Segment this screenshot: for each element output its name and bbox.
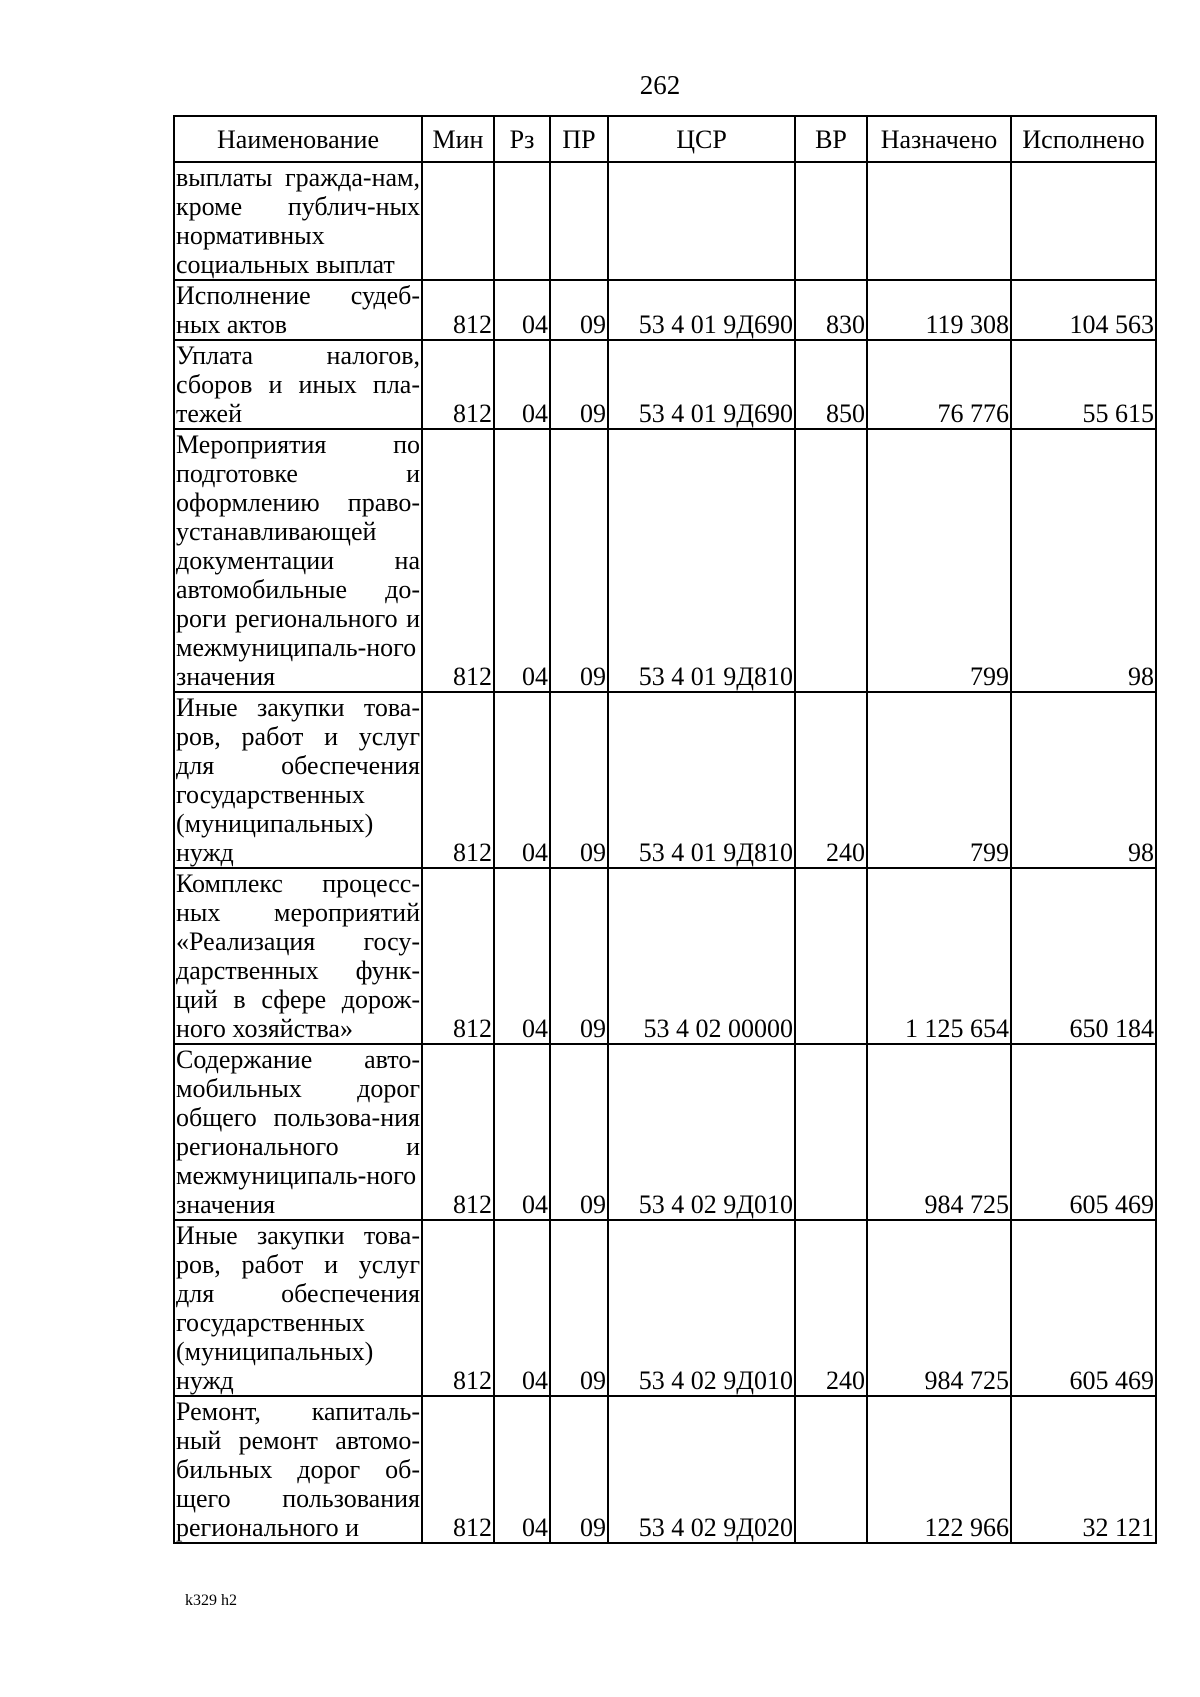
row-min: 812 — [422, 429, 494, 692]
page-number: 262 — [639, 70, 681, 100]
row-name: Иные закупки това-ров, работ и услуг для обеспечения государственных (муниципальных) нужд — [176, 693, 420, 867]
row-csr: 53 4 01 9Д690 — [608, 280, 795, 340]
table-row — [174, 429, 1156, 692]
row-pr: 09 — [550, 1044, 608, 1220]
header-csr: ЦСР — [608, 116, 795, 162]
row-rz: 04 — [494, 429, 550, 692]
row-executed: 104 563 — [1011, 280, 1156, 340]
row-vr — [795, 1396, 867, 1543]
table-row — [174, 868, 1156, 1044]
row-csr: 53 4 02 9Д010 — [608, 1220, 795, 1396]
table-row — [174, 692, 1156, 868]
row-name: Ремонт, капиталь-ный ремонт автомо-бильных дорог об-щего пользования регионального и — [176, 1397, 420, 1542]
row-rz: 04 — [494, 280, 550, 340]
row-rz: 04 — [494, 868, 550, 1044]
row-vr: 830 — [795, 280, 867, 340]
row-csr: 53 4 01 9Д810 — [608, 429, 795, 692]
row-executed: 32 121 — [1011, 1396, 1156, 1543]
table-row — [174, 1220, 1156, 1396]
row-rz: 04 — [494, 340, 550, 429]
row-name: Исполнение судеб-ных актов — [176, 281, 420, 339]
row-rz: 04 — [494, 1220, 550, 1396]
row-min: 812 — [422, 868, 494, 1044]
header-min: Мин — [422, 116, 494, 162]
row-pr: 09 — [550, 1220, 608, 1396]
row-executed: 98 — [1011, 429, 1156, 692]
row-executed: 605 469 — [1011, 1044, 1156, 1220]
row-rz — [494, 162, 550, 280]
row-name: выплаты граждa-нам, кроме публич-ных нормативных социальных выплат — [176, 163, 420, 279]
row-vr: 240 — [795, 1220, 867, 1396]
row-assigned: 1 125 654 — [867, 868, 1011, 1044]
row-min: 812 — [422, 692, 494, 868]
row-vr: 240 — [795, 692, 867, 868]
row-vr — [795, 1044, 867, 1220]
row-pr: 09 — [550, 280, 608, 340]
row-rz: 04 — [494, 692, 550, 868]
row-min: 812 — [422, 1220, 494, 1396]
row-csr: 53 4 02 00000 — [608, 868, 795, 1044]
row-vr — [795, 868, 867, 1044]
row-executed: 98 — [1011, 692, 1156, 868]
row-vr: 850 — [795, 340, 867, 429]
row-pr — [550, 162, 608, 280]
row-assigned: 984 725 — [867, 1220, 1011, 1396]
row-executed: 55 615 — [1011, 340, 1156, 429]
table-row — [174, 340, 1156, 429]
row-csr — [608, 162, 795, 280]
row-name: Содержание авто-мобильных дорог общего пользова-ния регионального и межмуниципаль-ного значения — [176, 1045, 420, 1219]
header-vr: ВР — [795, 116, 867, 162]
row-name: Уплата налогов, сборов и иных пла-тежей — [176, 341, 420, 428]
header-assigned: Назначено — [867, 116, 1011, 162]
table-row — [174, 162, 1156, 280]
row-pr: 09 — [550, 692, 608, 868]
row-pr: 09 — [550, 868, 608, 1044]
row-csr: 53 4 01 9Д810 — [608, 692, 795, 868]
row-name: Комплекс процесс-ных мероприятий «Реализация госу-дарственных функ-ций в сфере дорож-ного хозяйства» — [176, 869, 420, 1043]
row-vr — [795, 162, 867, 280]
row-csr: 53 4 02 9Д010 — [608, 1044, 795, 1220]
row-assigned: 984 725 — [867, 1044, 1011, 1220]
row-assigned: 799 — [867, 692, 1011, 868]
row-executed — [1011, 162, 1156, 280]
row-min: 812 — [422, 1396, 494, 1543]
row-csr: 53 4 01 9Д690 — [608, 340, 795, 429]
row-assigned: 799 — [867, 429, 1011, 692]
row-pr: 09 — [550, 340, 608, 429]
row-name: Иные закупки това-ров, работ и услуг для обеспечения государственных (муниципальных) нужд — [176, 1221, 420, 1395]
row-vr — [795, 429, 867, 692]
row-rz: 04 — [494, 1396, 550, 1543]
row-min — [422, 162, 494, 280]
row-assigned: 119 308 — [867, 280, 1011, 340]
header-rz: Рз — [494, 116, 550, 162]
row-csr: 53 4 02 9Д020 — [608, 1396, 795, 1543]
row-executed: 605 469 — [1011, 1220, 1156, 1396]
row-assigned — [867, 162, 1011, 280]
row-rz: 04 — [494, 1044, 550, 1220]
table-row — [174, 280, 1156, 340]
row-pr: 09 — [550, 429, 608, 692]
row-assigned: 76 776 — [867, 340, 1011, 429]
row-min: 812 — [422, 340, 494, 429]
header-executed: Исполнено — [1011, 116, 1156, 162]
row-assigned: 122 966 — [867, 1396, 1011, 1543]
row-executed: 650 184 — [1011, 868, 1156, 1044]
header-name: Наименование — [174, 116, 422, 162]
header-pr: ПР — [550, 116, 608, 162]
row-min: 812 — [422, 1044, 494, 1220]
table-header-row — [174, 116, 1156, 162]
row-name: Мероприятия по подготовке и оформлению право-устанавливающей документации на автомобильные до-роги регионального и межмуниципаль-ного значения — [176, 430, 420, 691]
budget-table — [173, 115, 1157, 1544]
table-row — [174, 1396, 1156, 1543]
footer-code: k329 h2 — [185, 1592, 237, 1609]
row-min: 812 — [422, 280, 494, 340]
row-pr: 09 — [550, 1396, 608, 1543]
table-row — [174, 1044, 1156, 1220]
